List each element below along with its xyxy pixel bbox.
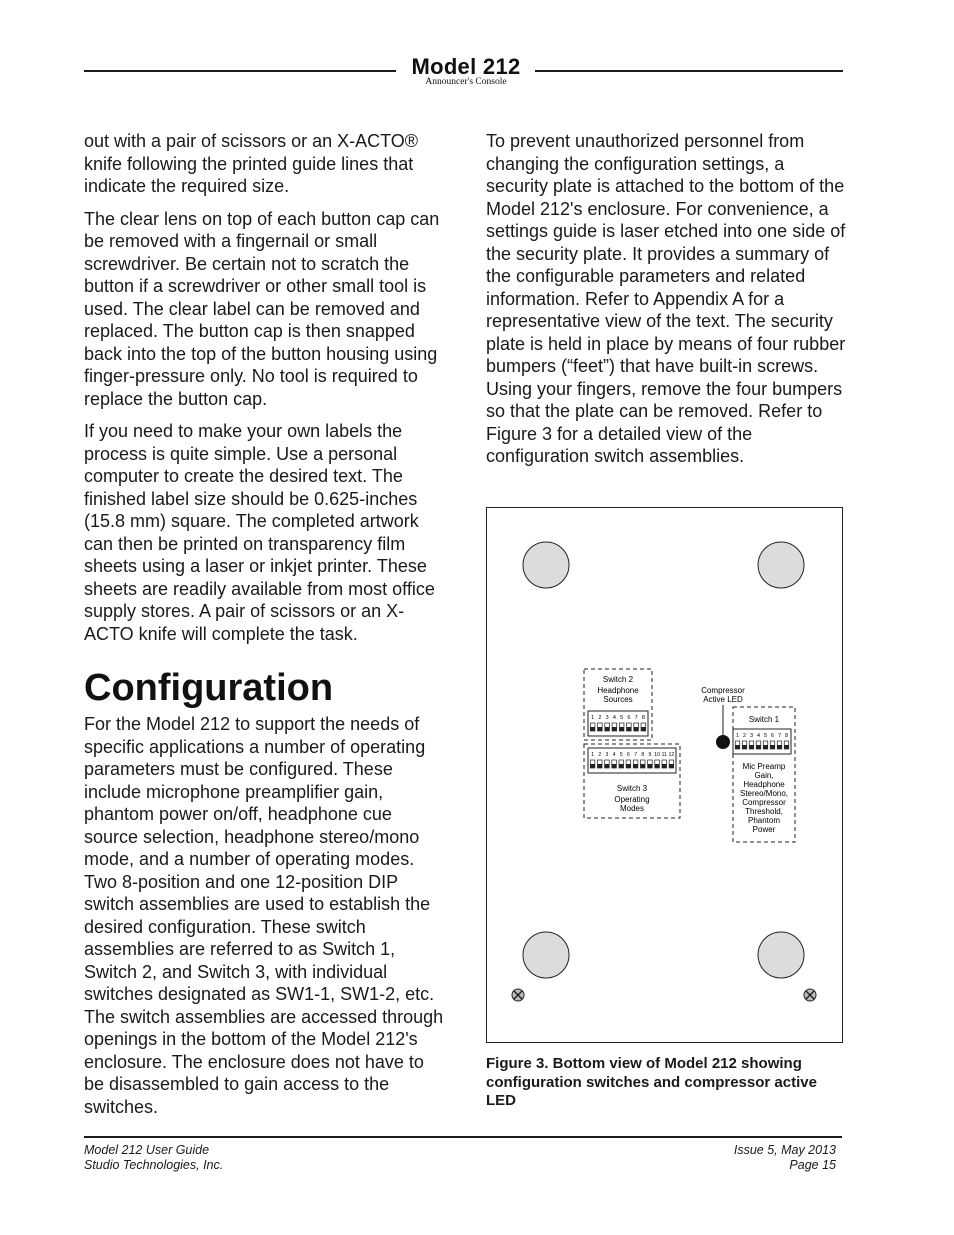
sw3-lever-knob (619, 764, 624, 768)
sw3-position-number: 5 (619, 752, 623, 758)
switch1-desc-5: Compressor (742, 798, 786, 807)
header-logo (406, 56, 526, 87)
switch1-title: Switch 1 (748, 715, 780, 724)
header-rule-left (84, 70, 396, 72)
switch2-desc-1: Headphone (597, 686, 639, 695)
sw3-lever-knob (612, 764, 617, 768)
sw1-lever-knob (749, 745, 753, 749)
sw2-position-number: 1 (591, 715, 595, 721)
sw3-position-number: 7 (634, 752, 637, 758)
sw2-lever-knob (590, 727, 595, 731)
screw-icon-left (512, 989, 524, 1001)
sw3-lever-knob (640, 764, 645, 768)
switch1-desc-4: Stereo/Mono, (739, 789, 789, 798)
sw1-position-number: 7 (777, 733, 782, 739)
sw2-position-number: 8 (641, 715, 645, 721)
switch3-desc-2: Modes (619, 804, 645, 813)
sw1-lever-knob (742, 745, 746, 749)
sw1-position-number: 5 (763, 733, 768, 739)
switch1-desc-3: Headphone (743, 780, 785, 789)
sw2-lever-knob (619, 727, 624, 731)
sw2-lever-knob (641, 727, 646, 731)
rubber-foot-bottom-left (523, 932, 569, 978)
left-column (84, 130, 446, 1128)
switch3-desc-1: Operating (614, 795, 650, 804)
sw3-position-number: 11 (661, 752, 667, 758)
sw1-lever-knob (756, 745, 760, 749)
sw3-position-number: 9 (648, 752, 652, 758)
sw3-position-number: 4 (612, 752, 616, 758)
left-paragraph-1: out with a pair of scissors or an X-ACTO® knife following the printed guide lines that indicate the required size. (84, 131, 419, 196)
sw1-lever-knob (763, 745, 767, 749)
footer-rule (84, 1136, 842, 1138)
sw2-position-number: 5 (620, 715, 624, 721)
sw3-lever-knob (669, 764, 674, 768)
section-heading: Configuration (84, 667, 334, 709)
led-label-1: Compressor (701, 686, 745, 695)
switch2-title: Switch 2 (602, 675, 634, 684)
sw3-position-number: 8 (641, 752, 645, 758)
sw1-position-number: 1 (735, 733, 740, 739)
sw3-position-number: 1 (591, 752, 594, 758)
switch2-dip-body (588, 711, 648, 736)
sw3-position-number: 2 (598, 752, 602, 758)
sw3-lever-knob (605, 764, 610, 768)
sw3-lever-knob (597, 764, 602, 768)
figure-3-drawing (487, 508, 842, 1042)
switch1-desc-7: Phantom (747, 816, 781, 825)
sw3-lever-knob (633, 764, 638, 768)
right-column (486, 130, 848, 478)
left-paragraph-3: If you need to make your own labels the process is quite simple. Use a personal computer to create the desired text. The finished label size should be 0.625-inches (15.8 mm) square. The completed artwork can then be printed on transparency film sheets using a laser or inkjet printer. These sheets are readily available from most office supply stores. A pair of scissors or an X-ACTO knife will complete the task. (84, 421, 435, 644)
switch1-desc-2: Gain, (754, 771, 774, 780)
header-model: Model 212 (411, 54, 521, 79)
sw1-position-number: 4 (756, 733, 761, 739)
sw2-position-number: 3 (605, 715, 609, 721)
sw3-lever-knob (655, 764, 660, 768)
rubber-foot-top-left (523, 542, 569, 588)
compressor-led-icon (716, 735, 730, 749)
sw1-position-number: 8 (784, 733, 789, 739)
sw2-position-number: 7 (634, 715, 638, 721)
sw1-position-number: 6 (770, 733, 775, 739)
sw2-position-number: 2 (598, 715, 602, 721)
sw3-lever-knob (626, 764, 631, 768)
sw2-position-number: 4 (612, 715, 616, 721)
sw2-lever-knob (634, 727, 639, 731)
switch2-desc-2: Sources (603, 695, 633, 704)
footer-left (84, 1143, 223, 1173)
rubber-foot-top-right (758, 542, 804, 588)
sw1-lever-knob (784, 745, 788, 749)
sw2-lever-knob (627, 727, 632, 731)
sw3-lever-knob (590, 764, 595, 768)
configuration-paragraph: For the Model 212 to support the needs of specific applications a number of operating parameters must be configured. These include microphone preamplifier gain, phantom power on/off, headphone cue source selection, headphone stereo/mono mode, and a number of operating modes. Two 8-position and one 12-position DIP switch assemblies are used to establish the desired configuration. These switch assemblies are referred to as Switch 1, Switch 2, and Switch 3, with individual switches designated as SW1-1, SW1-2, etc. The switch assemblies are accessed through openings in the bottom of the Model 212's enclosure. The enclosure does not have to be disassembled to gain access to the switches. (84, 714, 444, 1117)
sw3-position-number: 10 (654, 752, 660, 758)
sw3-position-number: 3 (605, 752, 609, 758)
sw1-lever-knob (770, 745, 774, 749)
sw1-position-number: 3 (749, 733, 754, 739)
footer-issue: Issue 5, May 2013 (733, 1143, 836, 1157)
sw2-lever-knob (612, 727, 617, 731)
switch1-dip-body (733, 729, 791, 754)
footer-right (734, 1143, 836, 1173)
left-paragraph-2: The clear lens on top of each button cap can be removed with a fingernail or small screwdriver. Be certain not to scratch the button if a screwdriver or other small tool is used. The clear label can be removed and replaced. The button cap is then snapped back into the top of the button housing using finger-pressure only. No tool is required to replace the button cap. (84, 208, 440, 409)
switch3-title: Switch 3 (616, 784, 648, 793)
sw3-lever-knob (662, 764, 667, 768)
sw1-lever-knob (735, 745, 739, 749)
sw2-position-number: 6 (627, 715, 631, 721)
sw3-lever-knob (648, 764, 653, 768)
switch1-desc-1: Mic Preamp (742, 762, 786, 771)
switch1-desc-8: Power (752, 825, 776, 834)
switch1-desc-6: Threshold, (745, 807, 783, 816)
header-rule-right (535, 70, 843, 72)
footer-guide-title: Model 212 User Guide (84, 1143, 210, 1157)
sw3-position-number: 12 (668, 752, 675, 758)
sw2-lever-knob (598, 727, 603, 731)
figure-caption: Figure 3. Bottom view of Model 212 showing configuration switches and compressor active LED (486, 1055, 817, 1109)
header-subtitle: Announcer's Console (425, 77, 507, 87)
screw-icon-right (804, 989, 816, 1001)
sw3-position-number: 6 (627, 752, 630, 758)
led-label-2: Active LED (703, 695, 743, 704)
footer-company: Studio Technologies, Inc. (84, 1158, 224, 1172)
footer-page: Page 15 (789, 1158, 836, 1172)
right-paragraph: To prevent unauthorized personnel from changing the configuration settings, a security plate is attached to the bottom of the Model 212's enclosure. For convenience, a settings guide is laser etched into one side of the security plate. It provides a summary of the configurable parameters and related information. Refer to Appendix A for a representative view of the text. The security plate is held in place by means of four rubber bumpers (“feet”) that have built-in screws. Using your fingers, remove the four bumpers so that the plate can be removed. Refer to Figure 3 for a detailed view of the configuration switch assemblies. (486, 131, 846, 466)
sw2-lever-knob (605, 727, 610, 731)
figure-3-bottom-view (486, 507, 843, 1043)
sw1-position-number: 2 (742, 733, 747, 739)
rubber-foot-bottom-right (758, 932, 804, 978)
sw1-lever-knob (777, 745, 781, 749)
